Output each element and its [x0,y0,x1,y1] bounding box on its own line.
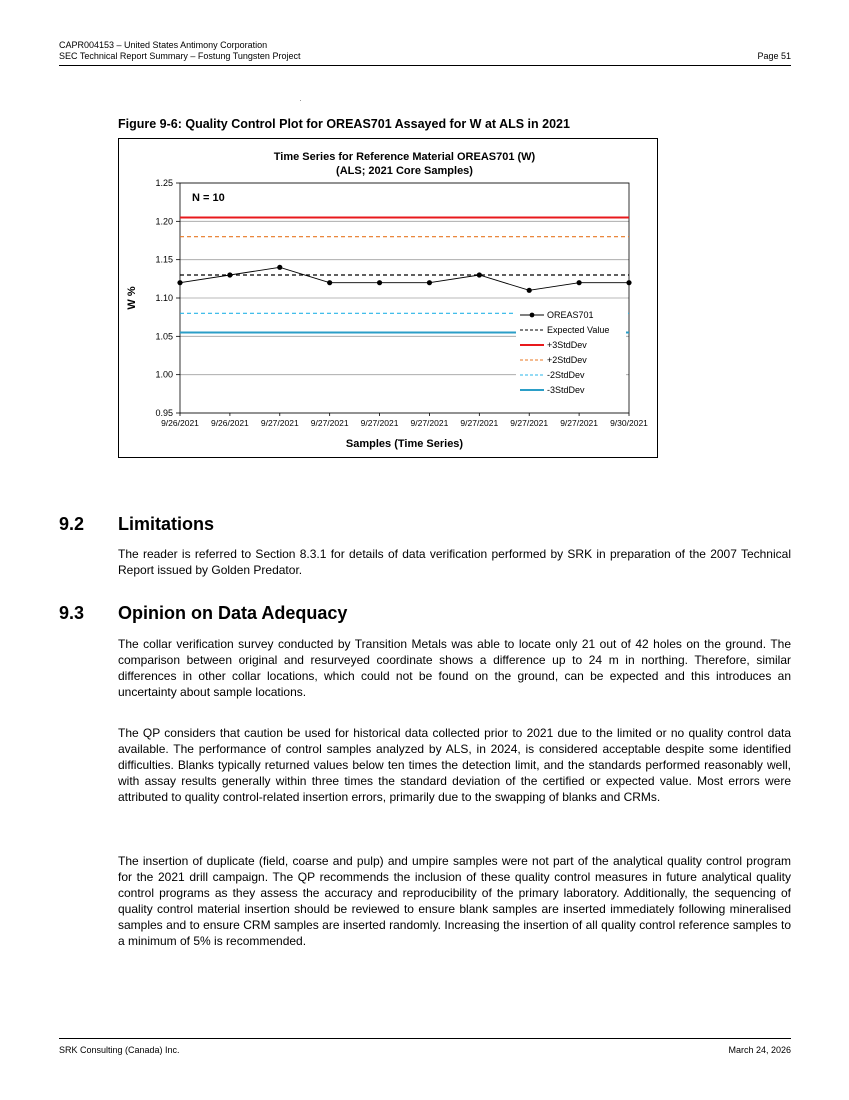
sample-count-annotation: N = 10 [192,192,225,204]
data-point [277,265,282,270]
footer-company: SRK Consulting (Canada) Inc. [59,1045,180,1055]
section-paragraph: The reader is referred to Section 8.3.1 for details of data verification performed by SRK in preparation of the 2007 Technical Report issued by Golden Predator. [118,547,791,577]
data-point [427,280,432,285]
x-tick-label: 9/27/2021 [310,418,349,428]
legend-label: +2StdDev [547,355,587,365]
x-tick-label: 9/27/2021 [510,418,549,428]
data-point [327,280,332,285]
section-number: 9.2 [59,514,85,534]
legend-marker [530,313,535,318]
y-tick-label: 0.95 [155,408,173,418]
x-tick-label: 9/27/2021 [260,418,299,428]
y-tick-label: 1.15 [155,254,173,265]
qc-chart [118,138,658,458]
y-tick-label: 1.10 [155,293,173,303]
x-tick-label: 9/26/2021 [161,418,199,428]
x-axis-label: Samples (Time Series) [345,438,464,450]
header-divider [59,65,791,66]
chart-canvas [119,139,657,457]
page-footer [59,1045,791,1055]
stray-dot [300,100,301,101]
data-point [377,280,382,285]
data-point [477,272,482,277]
legend-label: OREAS701 [547,310,594,320]
header-company-line: CAPR004153 – United States Antimony Corporation [59,40,268,50]
x-tick-label: 9/27/2021 [410,418,449,428]
chart-title: Time Series for Reference Material OREAS701 (W) [273,151,536,163]
section-title: Opinion on Data Adequacy [118,603,348,623]
header-report-line: SEC Technical Report Summary – Fostung Tungsten Project [59,51,301,61]
legend-label: -2StdDev [547,370,585,380]
section-paragraph: The QP considers that caution be used for historical data collected prior to 2021 due to the limited or no quality control data available. The performance of control samples analyzed by ALS, in 2024, is considered acceptable despite some identified difficulties. Blanks typically returned values below ten times the detection limit, and the standards performed reasonably well, with assay results generally within three times the standard deviation of the certified or expected value. Most errors were attributed to quality control-related insertion errors, primarily due to the swapping of blanks and CRMs. [118,726,791,804]
section-number: 9.3 [59,603,85,623]
figure-caption: Figure 9-6: Quality Control Plot for OREAS701 Assayed for W at ALS in 2021 [118,117,570,131]
data-point [577,280,582,285]
data-point [527,288,532,293]
x-tick-label: 9/30/2021 [610,418,648,428]
y-axis-label: W % [126,286,138,310]
section-title: Limitations [118,514,215,534]
y-tick-label: 1.20 [155,216,173,227]
footer-date: March 24, 2026 [728,1045,791,1055]
y-tick-label: 1.25 [155,178,173,188]
series-line [180,267,629,290]
legend-label: Expected Value [547,325,610,335]
y-tick-label: 1.00 [155,369,173,380]
x-tick-label: 9/27/2021 [560,418,599,428]
x-tick-label: 9/27/2021 [360,418,399,428]
legend-label: +3StdDev [547,340,587,350]
y-tick-label: 1.05 [155,331,173,342]
data-point [177,280,182,285]
x-tick-label: 9/26/2021 [210,418,249,428]
page-header [59,40,791,62]
data-point [626,280,631,285]
legend-label: -3StdDev [547,385,585,395]
section-paragraph: The collar verification survey conducted by Transition Metals was able to locate only 21 out of 42 holes on the ground. The comparison between original and resurveyed coordinate shows a difference up to 24 m in northing. Therefore, similar differences in other collar locations, which could not be found on the ground, can be expected and this introduces an uncertainty about sample locations. [118,637,791,699]
chart-subtitle: (ALS; 2021 Core Samples) [336,165,473,177]
page-number: Page 51 [757,51,791,61]
x-tick-label: 9/27/2021 [460,418,499,428]
section-paragraph: The insertion of duplicate (field, coarse and pulp) and umpire samples were not part of the analytical quality control program for the 2021 drill campaign. The QP recommends the inclusion of these quality control measures in future analytical quality control programs as they assess the accuracy and reproducibility of the primary laboratory. Additionally, the sequencing of quality control material insertion should be reviewed to ensure blank samples are inserted immediately following mineralised samples and to ensure CRM samples are inserted randomly. Increasing the insertion of all quality control reference samples to a minimum of 5% is recommended. [118,854,791,948]
data-point [227,272,232,277]
footer-divider [59,1038,791,1039]
